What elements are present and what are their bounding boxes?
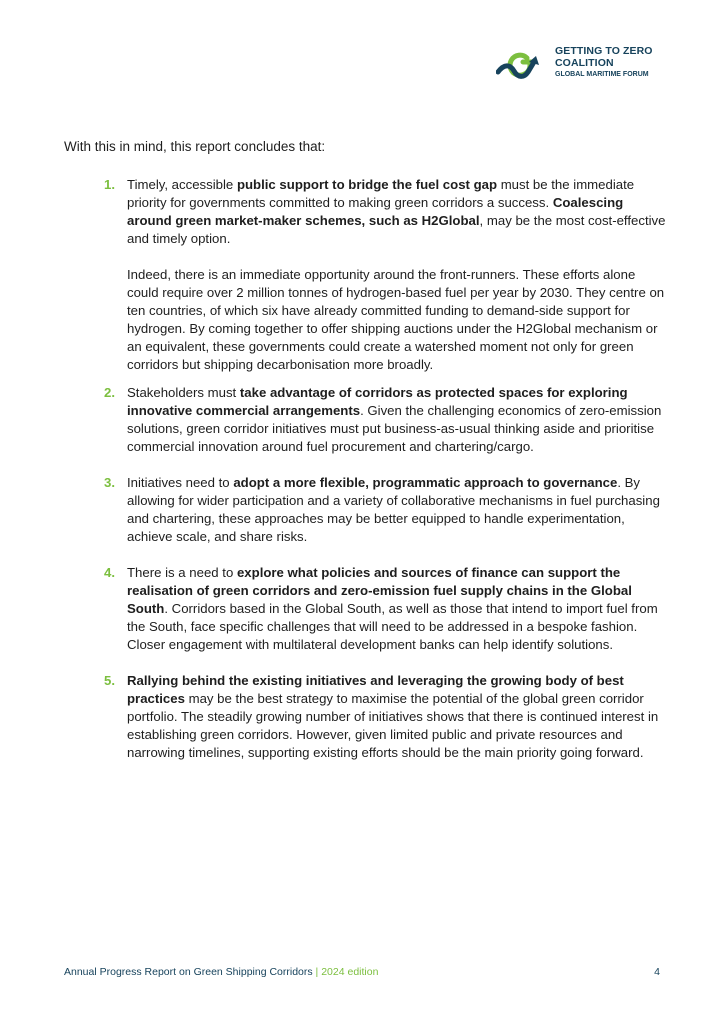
list-item xyxy=(104,384,666,456)
item-text: . Corridors based in the Global South, as well as those that intend to import fuel from the South, face specific challenges that will need to be addressed in a bespoke fashion. Closer engagement with multilateral development banks can help identify solutions. xyxy=(127,601,658,652)
item-emphasis: adopt a more flexible, programmatic approach to governance xyxy=(233,475,618,490)
item-text: . By allowing for wider participation and a variety of collaborative mechanisms in fuel purchasing and chartering, these approaches may be better equipped to handle experimentation, achieve scale, and share risks. xyxy=(127,475,660,544)
item-text: . Given the challenging economics of zero-emission solutions, green corridor initiatives must put business-as-usual thinking aside and prioritise commercial innovation around fuel procurement and chartering/cargo. xyxy=(127,403,662,454)
item-number: 3. xyxy=(104,475,115,490)
footer-report-title: Annual Progress Report on Green Shipping Corridors xyxy=(64,966,313,978)
logo-line-3: GLOBAL MARITIME FORUM xyxy=(555,71,649,78)
getting-to-zero-logo-icon xyxy=(496,40,548,86)
conclusions-list xyxy=(104,176,666,762)
coalition-logo xyxy=(496,40,676,86)
list-item xyxy=(104,176,666,374)
item-emphasis: explore what policies and sources of finance can support the realisation of green corridors and zero-emission fuel supply chains in the Global South xyxy=(127,565,632,616)
footer-edition: 2024 edition xyxy=(321,966,379,978)
item-text: Initiatives need to xyxy=(127,475,234,490)
item-text: There is a need to xyxy=(127,565,237,580)
item-paragraph xyxy=(127,176,666,248)
item-emphasis: take advantage of corridors as protected spaces for exploring innovative commercial arrangements xyxy=(127,385,628,418)
item-paragraph xyxy=(127,474,666,546)
item-emphasis: Coalescing around green market-maker schemes, such as H2Global xyxy=(127,195,624,228)
item-text: Timely, accessible xyxy=(127,177,237,192)
list-item xyxy=(104,564,666,654)
list-item xyxy=(104,672,666,762)
item-number: 5. xyxy=(104,673,115,688)
item-text: Stakeholders must xyxy=(127,385,240,400)
item-emphasis: Rallying behind the existing initiatives and leveraging the growing body of best practices xyxy=(127,673,624,706)
logo-text xyxy=(555,45,653,80)
item-number: 2. xyxy=(104,385,115,400)
item-paragraph xyxy=(127,672,666,762)
logo-line-2: COALITION xyxy=(555,57,614,69)
footer-separator: | xyxy=(312,966,322,978)
item-text: , may be the most cost-effective and timely option. xyxy=(127,213,666,246)
list-item xyxy=(104,474,666,546)
logo-line-1: GETTING TO ZERO xyxy=(555,45,653,57)
item-number: 1. xyxy=(104,177,115,192)
intro-text: With this in mind, this report concludes that: xyxy=(64,139,326,154)
item-paragraph xyxy=(127,384,666,456)
page-number: 4 xyxy=(654,966,660,978)
item-number: 4. xyxy=(104,565,115,580)
item-text: may be the best strategy to maximise the potential of the global green corridor portfolio. The steadily growing number of initiatives shows that there is continued interest in establishing green corridors. However, given limited public and private resources and narrowing timelines, supporting existing efforts should be the main priority going forward. xyxy=(127,691,659,760)
page-footer xyxy=(64,965,660,979)
item-paragraph-secondary: Indeed, there is an immediate opportunity around the front-runners. These efforts alone could require over 2 million tonnes of hydrogen-based fuel per year by 2030. They centre on ten countries, of which six have already committed funding to demand-side support for hydrogen. By coming together to offer shipping auctions under the H2Global mechanism or an equivalent, these governments could create a watershed moment not only for green corridors but shipping decarbonisation more broadly. xyxy=(127,267,665,372)
item-emphasis: public support to bridge the fuel cost gap xyxy=(236,177,498,192)
item-text: must be the immediate priority for governments committed to making green corridors a success. xyxy=(127,177,635,210)
item-paragraph xyxy=(127,564,666,654)
